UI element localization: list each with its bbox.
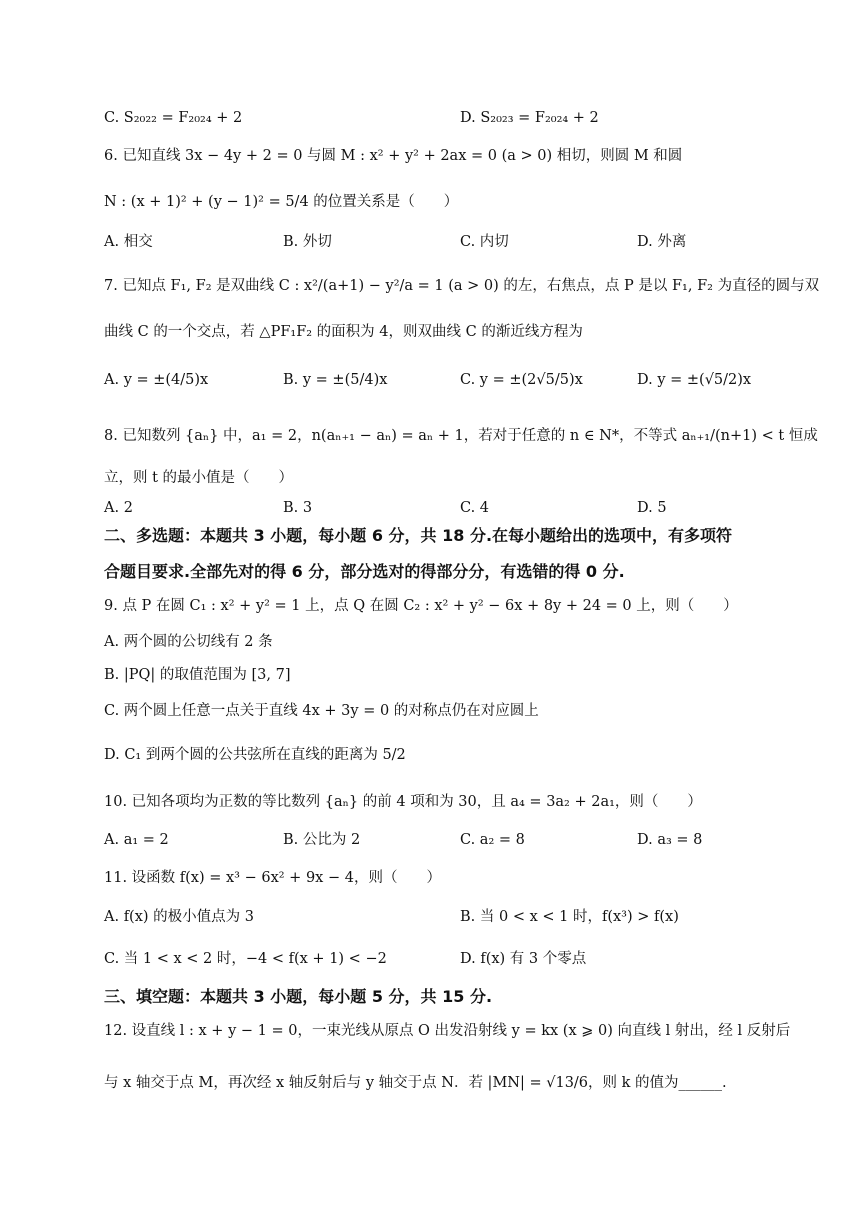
text-q8b-0: 立，则 t 的最小值是（ ） (104, 470, 294, 486)
text-q10b-2: C. a₂ = 8 (460, 832, 525, 848)
text-q6c-2: C. 内切 (460, 234, 509, 250)
text-q8a-0: 8. 已知数列 {aₙ} 中，a₁ = 2，n(aₙ₊₁ − aₙ) = aₙ + 1，若对于任意的 n ∈ N*，不等式 aₙ₊₁/(n+1) < t 恒成 (104, 428, 818, 444)
text-q6c-3: D. 外离 (637, 234, 687, 250)
text-q6a-0: 6. 已知直线 3x − 4y + 2 = 0 与圆 M : x² + y² + 2ax = 0 (a > 0) 相切，则圆 M 和圆 (104, 148, 683, 164)
text-q9A-0: A. 两个圆的公切线有 2 条 (104, 634, 273, 650)
text-q11a-0: 11. 设函数 f(x) = x³ − 6x² + 9x − 4，则（ ） (104, 870, 441, 886)
text-q5c-0: C. S₂₀₂₂ = F₂₀₂₄ + 2 (104, 110, 243, 126)
text-q9D-0: D. C₁ 到两个圆的公共弦所在直线的距离为 5/2 (104, 747, 406, 763)
section-heading-sec2a: 二、多选题：本题共 3 小题，每小题 6 分，共 18 分.在每小题给出的选项中，有多项符 (104, 526, 733, 545)
text-q10b-0: A. a₁ = 2 (104, 832, 169, 848)
text-q6b-0: N : (x + 1)² + (y − 1)² = 5/4 的位置关系是（ ） (104, 194, 459, 210)
text-q8c-2: C. 4 (460, 500, 490, 516)
text-q5c-1: D. S₂₀₂₃ = F₂₀₂₄ + 2 (460, 110, 599, 126)
text-q10a-0: 10. 已知各项均为正数的等比数列 {aₙ} 的前 4 项和为 30，且 a₄ = 3a₂ + 2a₁，则（ ） (104, 794, 702, 810)
text-q9C-0: C. 两个圆上任意一点关于直线 4x + 3y = 0 的对称点仍在对应圆上 (104, 703, 539, 719)
text-q7c-1: B. y = ±(5/4)x (283, 372, 388, 388)
text-q12a-0: 12. 设直线 l : x + y − 1 = 0，一束光线从原点 O 出发沿射线 y = kx (x ⩾ 0) 向直线 l 射出，经 l 反射后 (104, 1023, 791, 1039)
text-q7c-3: D. y = ±(√5/2)x (637, 372, 752, 388)
text-q8c-1: B. 3 (283, 500, 313, 516)
section-heading-sec3: 三、填空题：本题共 3 小题，每小题 5 分，共 15 分. (104, 987, 493, 1006)
text-q12b-0: 与 x 轴交于点 M，再次经 x 轴反射后与 y 轴交于点 N．若 |MN| = √13/6，则 k 的值为______. (104, 1075, 727, 1091)
section-heading-sec2b: 合题目要求.全部先对的得 6 分，部分选对的得部分分，有选错的得 0 分. (104, 562, 625, 581)
text-q8c-0: A. 2 (104, 500, 133, 516)
text-q7b-0: 曲线 C 的一个交点，若 △PF₁F₂ 的面积为 4，则双曲线 C 的渐近线方程为 (104, 324, 583, 340)
text-q8c-3: D. 5 (637, 500, 667, 516)
text-q10b-3: D. a₃ = 8 (637, 832, 703, 848)
text-q7c-2: C. y = ±(2√5/5)x (460, 372, 583, 388)
text-q11c-0: C. 当 1 < x < 2 时，−4 < f(x + 1) < −2 (104, 951, 387, 967)
text-q11c-1: D. f(x) 有 3 个零点 (460, 951, 587, 967)
text-q6c-1: B. 外切 (283, 234, 332, 250)
text-q6c-0: A. 相交 (104, 234, 153, 250)
text-q11b-1: B. 当 0 < x < 1 时，f(x³) > f(x) (460, 909, 679, 925)
text-q11b-0: A. f(x) 的极小值点为 3 (104, 909, 254, 925)
text-q9B-0: B. |PQ| 的取值范围为 [3, 7] (104, 667, 291, 683)
text-q9a-0: 9. 点 P 在圆 C₁ : x² + y² = 1 上，点 Q 在圆 C₂ : x² + y² − 6x + 8y + 24 = 0 上，则（ ） (104, 598, 738, 614)
text-q7c-0: A. y = ±(4/5)x (104, 372, 209, 388)
text-q7a-0: 7. 已知点 F₁, F₂ 是双曲线 C : x²/(a+1) − y²/a = 1 (a > 0) 的左，右焦点，点 P 是以 F₁, F₂ 为直径的圆与双 (104, 278, 820, 294)
text-q10b-1: B. 公比为 2 (283, 832, 361, 848)
